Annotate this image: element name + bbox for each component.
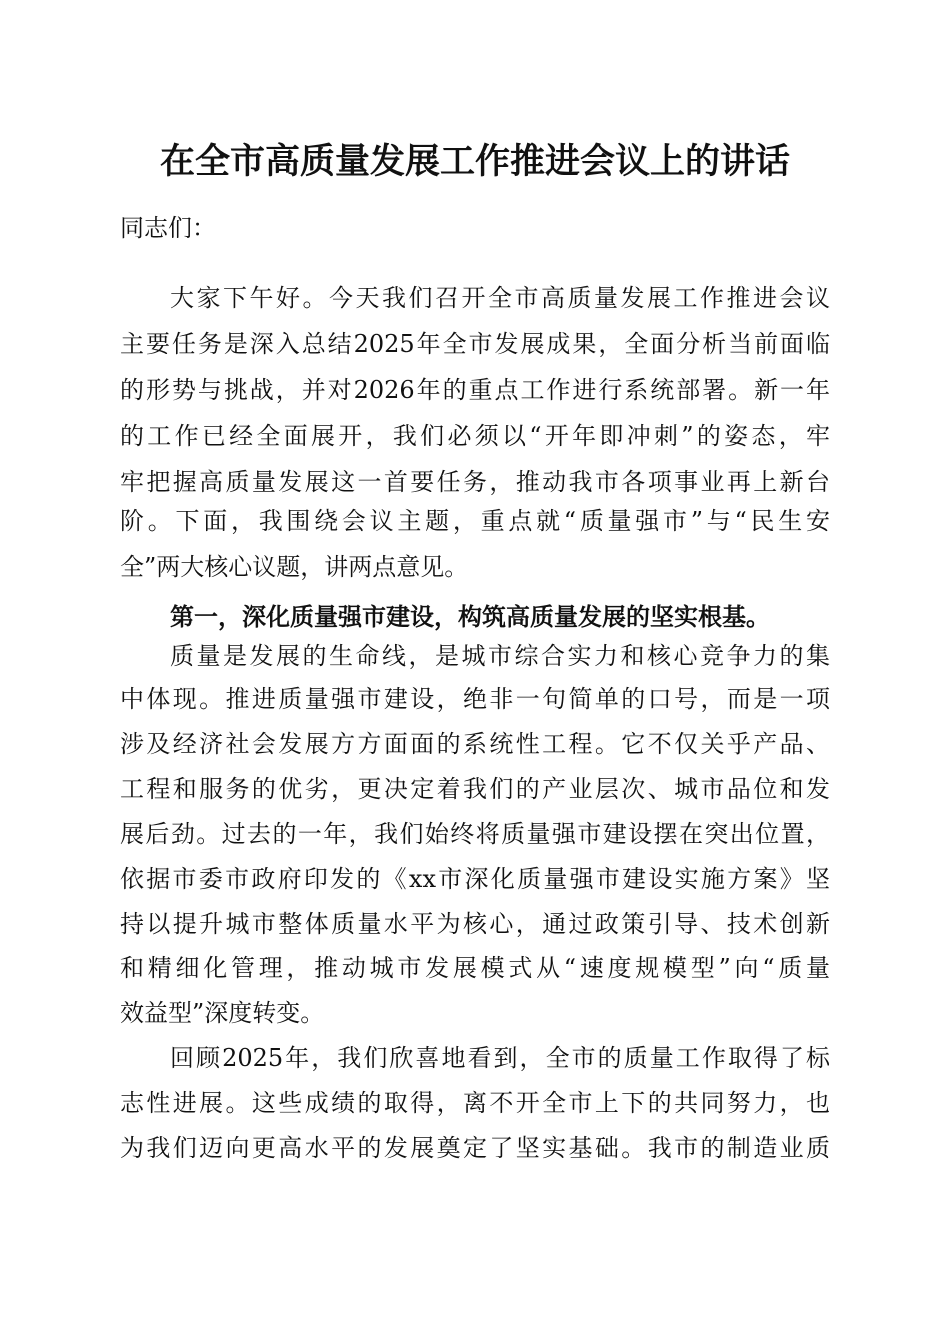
paragraph-1-line-2: 主要任务是深入总结2025年全市发展成果，全面分析当前面临 (120, 330, 830, 358)
paragraph-1-line-7: 全”两大核心议题，讲两点意见。 (120, 553, 469, 581)
paragraph-1-line-1: 大家下午好。今天我们召开全市高质量发展工作推进会议 (170, 284, 830, 312)
paragraph-2-line-9: 效益型”深度转变。 (120, 999, 325, 1027)
page-title: 在全市高质量发展工作推进会议上的讲话 (159, 141, 790, 182)
paragraph-3-line-2: 志性进展。这些成绩的取得，离不开全市上下的共同努力，也 (120, 1089, 830, 1117)
paragraph-2-line-2: 中体现。推进质量强市建设，绝非一句简单的口号，而是一项 (120, 685, 830, 713)
paragraph-1-line-3: 的形势与挑战，并对2026年的重点工作进行系统部署。新一年 (120, 376, 830, 404)
paragraph-2-line-8: 和精细化管理，推动城市发展模式从“速度规模型”向“质量 (120, 954, 830, 982)
paragraph-1-line-6: 阶。下面，我围绕会议主题，重点就“质量强市”与“民生安 (120, 507, 830, 535)
paragraph-3-line-1: 回顾2025年，我们欣喜地看到，全市的质量工作取得了标 (170, 1044, 830, 1072)
paragraph-2-line-4: 工程和服务的优劣，更决定着我们的产业层次、城市品位和发 (120, 775, 830, 803)
paragraph-2-line-5: 展后劲。过去的一年，我们始终将质量强市建设摆在突出位置， (120, 820, 830, 848)
paragraph-1-line-5: 牢把握高质量发展这一首要任务，推动我市各项事业再上新台 (120, 468, 830, 496)
paragraph-2-line-6: 依据市委市政府印发的《xx市深化质量强市建设实施方案》坚 (120, 865, 830, 893)
section-heading-1: 第一，深化质量强市建设，构筑高质量发展的坚实根基。 (170, 602, 770, 631)
paragraph-2-line-3: 涉及经济社会发展方方面面的系统性工程。它不仅关乎产品、 (120, 730, 830, 758)
paragraph-2-line-1: 质量是发展的生命线，是城市综合实力和核心竞争力的集 (170, 642, 830, 670)
salutation: 同志们： (120, 214, 216, 242)
paragraph-1-line-4: 的工作已经全面展开，我们必须以“开年即冲刺”的姿态，牢 (120, 422, 830, 450)
paragraph-3-line-3: 为我们迈向更高水平的发展奠定了坚实基础。我市的制造业质 (120, 1134, 830, 1162)
paragraph-2-line-7: 持以提升城市整体质量水平为核心，通过政策引导、技术创新 (120, 910, 830, 938)
